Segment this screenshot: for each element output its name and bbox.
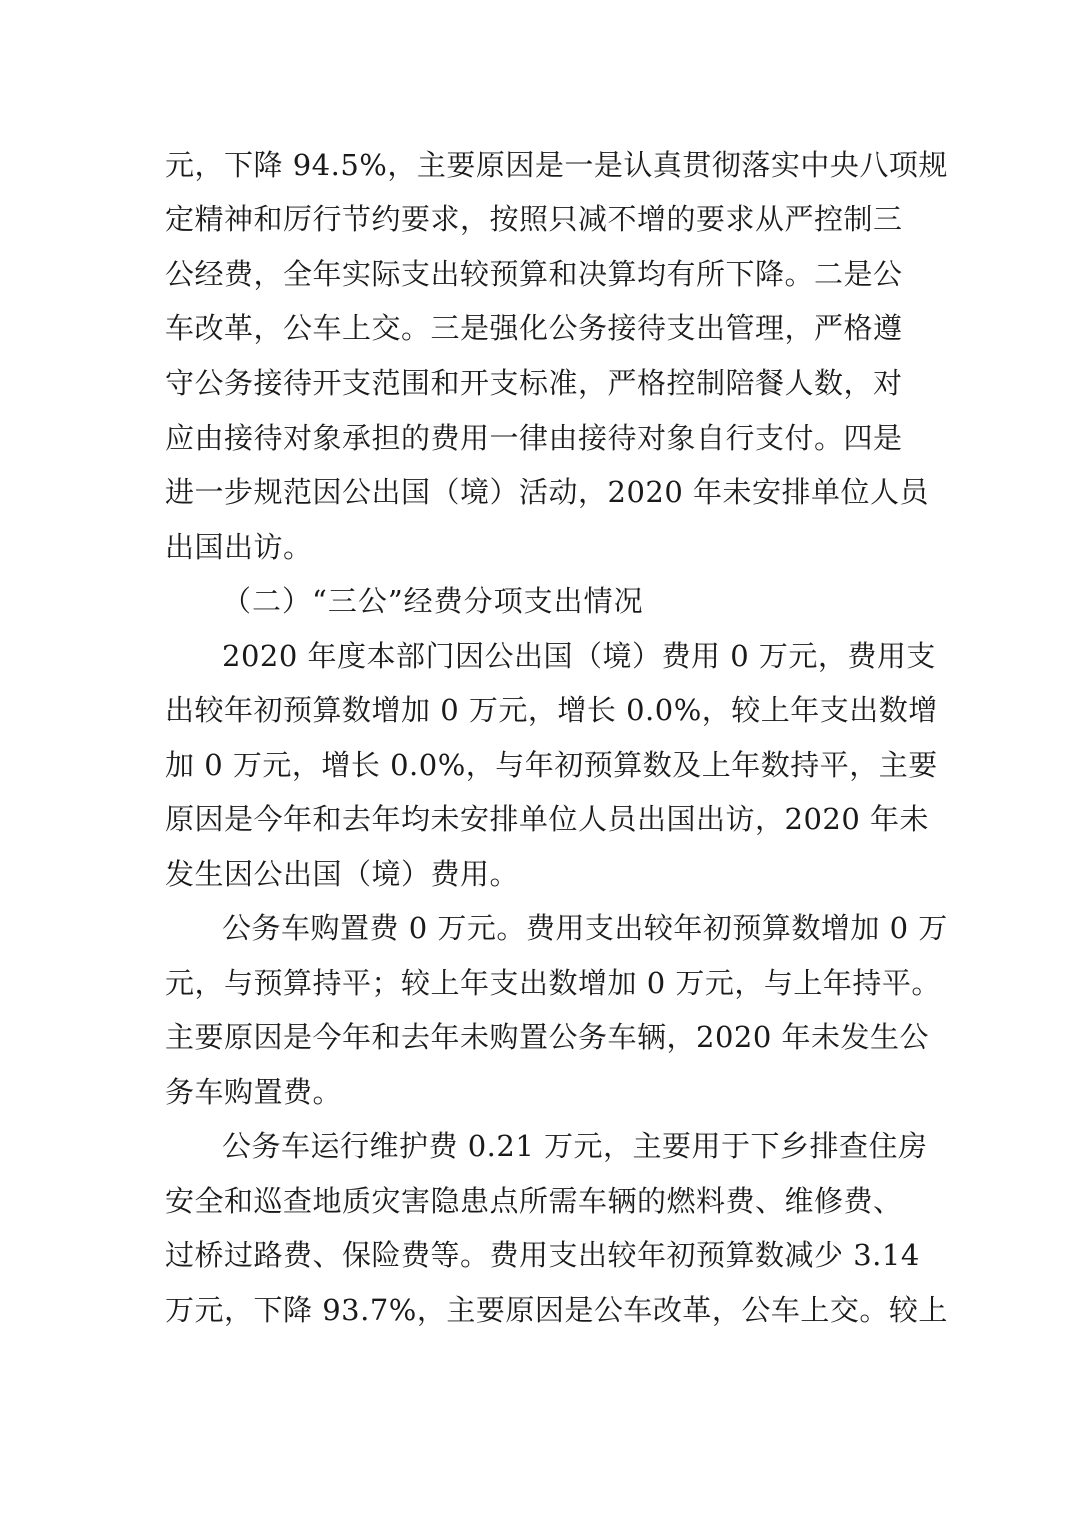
paragraph-4-line: 过桥过路费、保险费等。费用支出较年初预算数减少 3.14 (165, 1238, 920, 1272)
paragraph-2-line: 2020 年度本部门因公出国（境）费用 0 万元，费用支 (222, 639, 936, 673)
paragraph-3-line: 务车购置费。 (165, 1075, 343, 1109)
paragraph-1-line: 应由接待对象承担的费用一律由接待对象自行支付。四是 (165, 421, 903, 455)
paragraph-1-line: 出国出访。 (165, 530, 313, 564)
paragraph-1-line: 守公务接待开支范围和开支标准，严格控制陪餐人数，对 (165, 366, 903, 400)
paragraph-1-line: 公经费，全年实际支出较预算和决算均有所下降。二是公 (165, 257, 903, 291)
paragraph-2-line: 出较年初预算数增加 0 万元，增长 0.0%，较上年支出数增 (165, 693, 938, 727)
paragraph-3-line: 元，与预算持平；较上年支出数增加 0 万元，与上年持平。 (165, 966, 941, 1000)
paragraph-4-line: 安全和巡查地质灾害隐患点所需车辆的燃料费、维修费、 (165, 1184, 903, 1218)
paragraph-3-line: 主要原因是今年和去年未购置公务车辆，2020 年未发生公 (165, 1020, 930, 1054)
paragraph-1-line: 元，下降 94.5%，主要原因是一是认真贯彻落实中央八项规 (165, 148, 948, 182)
paragraph-4-line: 万元，下降 93.7%，主要原因是公车改革，公车上交。较上 (165, 1293, 948, 1327)
paragraph-1-line: 进一步规范因公出国（境）活动，2020 年未安排单位人员 (165, 475, 930, 509)
paragraph-3-line: 公务车购置费 0 万元。费用支出较年初预算数增加 0 万 (222, 911, 948, 945)
paragraph-1-line: 车改革，公车上交。三是强化公务接待支出管理，严格遵 (165, 311, 903, 345)
section-heading: （二）“三公”经费分项支出情况 (222, 584, 644, 618)
paragraph-2-line: 加 0 万元，增长 0.0%，与年初预算数及上年数持平，主要 (165, 748, 938, 782)
paragraph-2-line: 发生因公出国（境）费用。 (165, 857, 520, 891)
paragraph-1-line: 定精神和厉行节约要求，按照只减不增的要求从严控制三 (165, 202, 903, 236)
paragraph-2-line: 原因是今年和去年均未安排单位人员出国出访，2020 年未 (165, 802, 930, 836)
paragraph-4-line: 公务车运行维护费 0.21 万元，主要用于下乡排查住房 (222, 1129, 928, 1163)
